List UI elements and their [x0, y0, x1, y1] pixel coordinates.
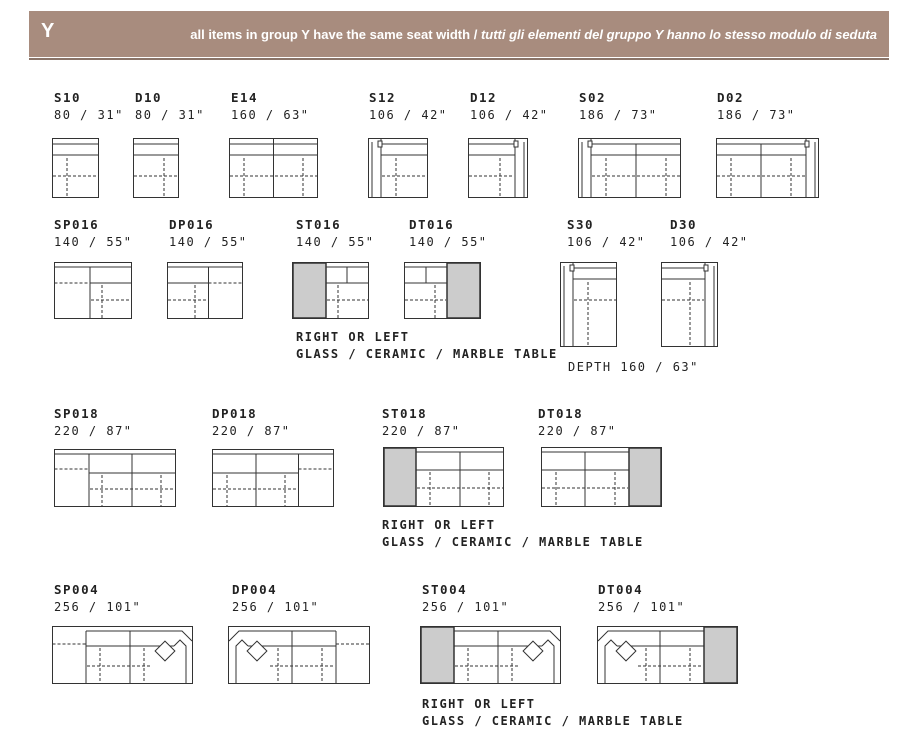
item-code-dp016: DP016 [169, 217, 215, 232]
item-code-dp004: DP004 [232, 582, 278, 597]
table-note-line1: RIGHT OR LEFT [422, 697, 536, 711]
table-note-line2: GLASS / CERAMIC / MARBLE TABLE [382, 535, 644, 549]
sofa-diagram-e14 [229, 138, 318, 198]
sofa-diagram-st018 [383, 447, 504, 507]
item-code-sp004: SP004 [54, 582, 100, 597]
item-dim-s02: 186 / 73" [579, 108, 658, 122]
sofa-diagram-dt016 [404, 262, 481, 319]
table-note-line2: GLASS / CERAMIC / MARBLE TABLE [296, 347, 558, 361]
item-code-d10: D10 [135, 90, 163, 105]
table-note-row4 [422, 696, 684, 730]
sofa-diagram-d30 [661, 262, 718, 347]
item-dim-dp018: 220 / 87" [212, 424, 291, 438]
depth-note: DEPTH 160 / 63" [568, 360, 699, 374]
description-italian: tutti gli elementi del gruppo Y hanno lo stesso modulo di seduta [480, 27, 877, 42]
item-code-s30: S30 [567, 217, 595, 232]
item-dim-d12: 106 / 42" [470, 108, 549, 122]
sofa-diagram-sp004 [52, 626, 193, 684]
item-code-s12: S12 [369, 90, 397, 105]
group-banner [29, 11, 889, 57]
sofa-diagram-dp016 [167, 262, 243, 319]
sofa-diagram-d10 [133, 138, 179, 198]
table-note-line1: RIGHT OR LEFT [382, 518, 496, 532]
item-code-st004: ST004 [422, 582, 468, 597]
item-dim-sp016: 140 / 55" [54, 235, 133, 249]
item-code-sp018: SP018 [54, 406, 100, 421]
sofa-diagram-s30 [560, 262, 617, 347]
item-code-st016: ST016 [296, 217, 342, 232]
table-note-line1: RIGHT OR LEFT [296, 330, 410, 344]
item-dim-s12: 106 / 42" [369, 108, 448, 122]
item-dim-s10: 80 / 31" [54, 108, 124, 122]
table-note-row3 [382, 517, 644, 551]
item-dim-dt016: 140 / 55" [409, 235, 488, 249]
sofa-diagram-sp018 [54, 449, 176, 507]
sofa-diagram-dt018 [541, 447, 662, 507]
item-code-s10: S10 [54, 90, 82, 105]
item-code-sp016: SP016 [54, 217, 100, 232]
item-dim-d30: 106 / 42" [670, 235, 749, 249]
sofa-diagram-sp016 [54, 262, 132, 319]
sofa-diagram-dt004 [597, 626, 738, 684]
item-code-dt018: DT018 [538, 406, 584, 421]
item-code-dt016: DT016 [409, 217, 455, 232]
sofa-diagram-dp004 [228, 626, 370, 684]
item-dim-e14: 160 / 63" [231, 108, 310, 122]
item-dim-sp004: 256 / 101" [54, 600, 142, 614]
item-code-dp018: DP018 [212, 406, 258, 421]
item-dim-dp004: 256 / 101" [232, 600, 320, 614]
item-dim-dt004: 256 / 101" [598, 600, 686, 614]
table-note-line2: GLASS / CERAMIC / MARBLE TABLE [422, 714, 684, 728]
item-code-s02: S02 [579, 90, 607, 105]
sofa-diagram-d02 [716, 138, 819, 198]
table-note-row2 [296, 329, 558, 363]
description-english: all items in group Y have the same seat width / [190, 27, 478, 42]
sofa-diagram-s02 [578, 138, 681, 198]
item-code-d12: D12 [470, 90, 498, 105]
item-dim-dt018: 220 / 87" [538, 424, 617, 438]
item-code-dt004: DT004 [598, 582, 644, 597]
item-code-st018: ST018 [382, 406, 428, 421]
group-letter: Y [41, 20, 55, 42]
sofa-diagram-s12 [368, 138, 428, 198]
item-dim-s30: 106 / 42" [567, 235, 646, 249]
item-code-d02: D02 [717, 90, 745, 105]
sofa-diagram-dp018 [212, 449, 334, 507]
item-dim-sp018: 220 / 87" [54, 424, 133, 438]
item-dim-d10: 80 / 31" [135, 108, 205, 122]
item-dim-d02: 186 / 73" [717, 108, 796, 122]
sofa-diagram-st004 [420, 626, 561, 684]
item-code-e14: E14 [231, 90, 259, 105]
sofa-diagram-s10 [52, 138, 99, 198]
item-dim-st004: 256 / 101" [422, 600, 510, 614]
item-code-d30: D30 [670, 217, 698, 232]
banner-rule [29, 58, 889, 60]
sofa-diagram-d12 [468, 138, 528, 198]
item-dim-dp016: 140 / 55" [169, 235, 248, 249]
group-description [190, 27, 877, 42]
item-dim-st016: 140 / 55" [296, 235, 375, 249]
item-dim-st018: 220 / 87" [382, 424, 461, 438]
sofa-diagram-st016 [292, 262, 369, 319]
